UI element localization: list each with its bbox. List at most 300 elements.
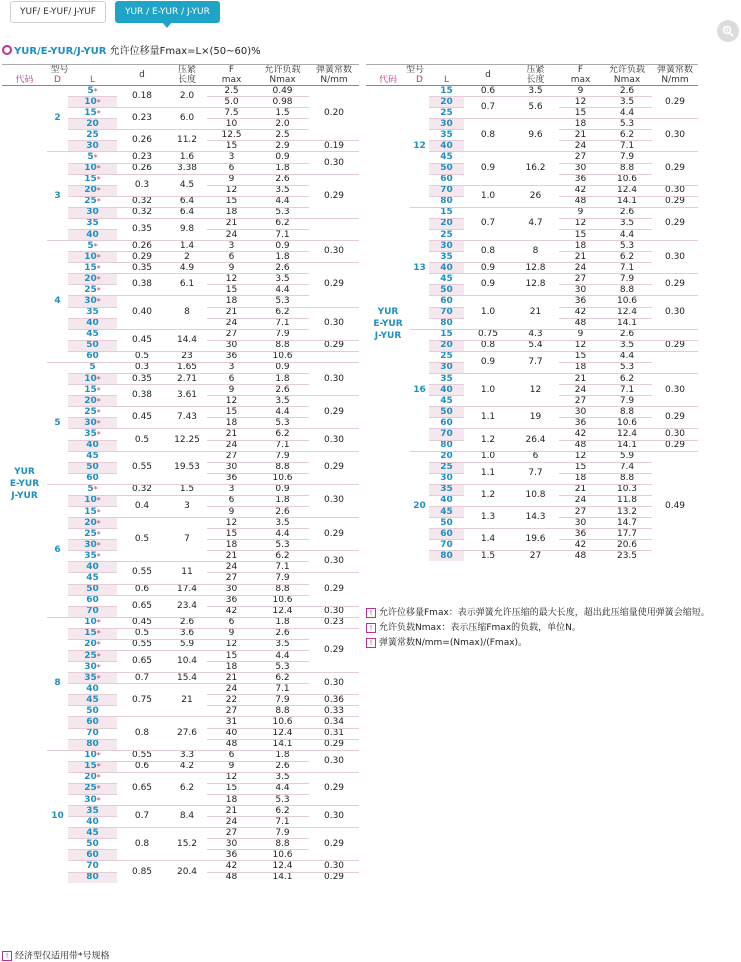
fmax-cell: 27 [559, 152, 602, 163]
spring-constant-cell: 0.30 [309, 362, 359, 395]
length-cell [68, 795, 117, 806]
nmax-cell: 14.7 [602, 518, 652, 529]
fmax-cell: 12 [207, 518, 256, 529]
fmax-cell: 27 [207, 329, 256, 340]
fmax-cell: 12 [559, 451, 602, 462]
length-cell [429, 241, 464, 252]
nmax-cell: 3.5 [602, 218, 652, 229]
nmax-cell: 0.9 [256, 152, 309, 163]
length-cell [68, 207, 117, 218]
nmax-cell: 0.98 [256, 97, 309, 108]
compression-cell: 27.6 [167, 717, 207, 750]
compression-cell: 12.8 [512, 274, 559, 296]
fmax-cell: 18 [559, 362, 602, 373]
fmax-cell: 9 [207, 263, 256, 274]
spring-constant-cell: 0.29 [309, 340, 359, 351]
length-cell [429, 540, 464, 551]
wire-diameter-cell: 0.9 [464, 351, 512, 373]
economy-star: * [96, 396, 101, 406]
compression-cell: 12.8 [512, 263, 559, 274]
length-value: 25 [84, 528, 97, 539]
wire-diameter-cell: 1.3 [464, 506, 512, 528]
compression-cell: 2.0 [167, 86, 207, 108]
diameter-cell: 20 [410, 451, 429, 561]
nmax-cell: 14.1 [602, 318, 652, 329]
nmax-cell: 2.6 [256, 174, 309, 185]
diameter-cell: 4 [47, 241, 68, 363]
wire-diameter-cell: 1.1 [464, 407, 512, 429]
length-value: 45 [86, 329, 99, 340]
compression-cell: 9.6 [512, 119, 559, 152]
nmax-cell: 6.2 [256, 806, 309, 817]
wire-diameter-cell: 0.35 [117, 374, 167, 385]
economy-star: * [96, 175, 101, 185]
length-value: 45 [440, 395, 453, 406]
length-cell [68, 462, 117, 473]
nmax-cell: 4.4 [602, 108, 652, 119]
length-value: 70 [86, 728, 99, 739]
length-cell [68, 252, 117, 263]
length-value: 35 [84, 428, 97, 439]
compression-cell: 26.4 [512, 429, 559, 451]
wire-diameter-cell: 0.9 [464, 263, 512, 274]
diameter-cell: 12 [410, 86, 429, 208]
length-cell [429, 185, 464, 196]
nmax-cell: 4.4 [256, 783, 309, 794]
length-value: 5 [87, 484, 94, 495]
fmax-cell: 36 [559, 296, 602, 307]
spring-constant-cell: 0.29 [652, 207, 698, 240]
wire-diameter-cell: 0.38 [117, 385, 167, 407]
compression-cell: 4.3 [512, 329, 559, 340]
length-cell [68, 484, 117, 495]
length-cell [68, 506, 117, 517]
compression-cell: 6 [512, 451, 559, 462]
economy-star: * [96, 407, 101, 417]
length-cell [68, 783, 117, 794]
diameter-cell: 10 [47, 750, 68, 882]
wire-diameter-cell: 0.8 [464, 119, 512, 152]
fmax-cell: 15 [559, 230, 602, 241]
fmax-cell: 18 [207, 540, 256, 551]
fmax-cell: 24 [207, 684, 256, 695]
length-cell [68, 673, 117, 684]
length-cell [68, 429, 117, 440]
length-value: 30 [86, 207, 99, 218]
length-value: 5 [87, 85, 94, 96]
length-cell [429, 141, 464, 152]
nmax-cell: 3.5 [256, 396, 309, 407]
fmax-cell: 9 [207, 628, 256, 639]
nmax-cell: 1.8 [256, 750, 309, 761]
economy-star: * [96, 773, 101, 783]
length-cell [68, 473, 117, 484]
nmax-cell: 11.8 [602, 495, 652, 506]
length-value: 20 [84, 639, 97, 650]
nmax-cell: 0.49 [256, 86, 309, 97]
nmax-cell: 5.3 [256, 795, 309, 806]
economy-star: * [96, 285, 101, 295]
nmax-cell: 7.1 [256, 230, 309, 241]
header-k-sub: N/mm [320, 75, 348, 85]
length-value: 80 [440, 440, 453, 451]
wire-diameter-cell: 0.5 [117, 351, 167, 362]
length-cell [68, 573, 117, 584]
spring-constant-cell: 0.30 [309, 673, 359, 695]
spring-constant-cell: 0.30 [652, 374, 698, 407]
wire-diameter-cell: 0.7 [464, 97, 512, 119]
compression-cell: 3.5 [512, 86, 559, 97]
fmax-cell: 18 [207, 662, 256, 673]
fmax-cell: 15 [559, 462, 602, 473]
wire-diameter-cell: 0.9 [464, 152, 512, 185]
length-cell [68, 850, 117, 861]
wire-diameter-cell: 0.3 [117, 362, 167, 373]
length-value: 10 [84, 617, 97, 628]
length-value: 60 [440, 174, 453, 185]
spring-constant-cell: 0.29 [309, 628, 359, 672]
length-value: 70 [440, 307, 453, 318]
fmax-cell: 3 [207, 362, 256, 373]
wire-diameter-cell: 0.45 [117, 617, 167, 628]
length-cell [68, 628, 117, 639]
nmax-cell: 2.9 [256, 141, 309, 152]
spring-constant-cell: 0.29 [309, 573, 359, 606]
length-cell [429, 274, 464, 285]
length-value: 40 [86, 318, 99, 329]
spec-table-left [2, 64, 359, 883]
info-icon: ! [366, 638, 376, 648]
fmax-cell: 7.5 [207, 108, 256, 119]
header-model: 型号 [2, 65, 117, 76]
length-value: 20 [84, 395, 97, 406]
length-cell [68, 739, 117, 750]
economy-star: * [96, 297, 101, 307]
spring-constant-cell: 0.29 [652, 407, 698, 429]
length-value: 45 [440, 506, 453, 517]
fmax-cell: 9 [559, 329, 602, 340]
compression-cell: 6.4 [167, 196, 207, 207]
header-d: d [464, 65, 512, 86]
compression-cell: 21 [167, 684, 207, 717]
length-cell [68, 839, 117, 850]
header-f-label: F [228, 65, 235, 75]
tab-yuf[interactable]: YUF/ E-YUF/ J-YUF [10, 1, 106, 23]
fmax-cell: 12 [207, 639, 256, 650]
nmax-cell: 10.6 [256, 595, 309, 606]
length-value: 20 [440, 340, 453, 351]
length-value: 35 [84, 672, 97, 683]
length-value: 40 [86, 816, 99, 827]
wire-diameter-cell: 0.4 [117, 495, 167, 517]
length-cell [429, 218, 464, 229]
length-cell [429, 518, 464, 529]
fmax-cell: 42 [559, 185, 602, 196]
compression-cell: 16.2 [512, 152, 559, 185]
length-cell [68, 97, 117, 108]
wire-diameter-cell: 0.23 [117, 152, 167, 163]
fmax-cell: 18 [207, 418, 256, 429]
compression-cell: 20.4 [167, 861, 207, 883]
length-value: 40 [86, 683, 99, 694]
nmax-cell: 8.8 [602, 163, 652, 174]
nmax-cell: 12.4 [602, 185, 652, 196]
wire-diameter-cell: 0.6 [117, 761, 167, 772]
economy-star: * [96, 263, 101, 273]
fmax-cell: 18 [559, 119, 602, 130]
compression-cell: 2.6 [167, 617, 207, 628]
length-cell [68, 728, 117, 739]
economy-star: * [96, 629, 101, 639]
economy-star: * [96, 385, 101, 395]
nmax-cell: 3.5 [256, 274, 309, 285]
fmax-cell: 6 [207, 750, 256, 761]
spring-constant-cell: 0.29 [652, 196, 698, 207]
tab-yur[interactable]: YUR / E-YUR / J-YUR [115, 1, 220, 23]
fmax-cell: 21 [559, 374, 602, 385]
spring-constant-cell: 0.30 [309, 750, 359, 772]
length-value: 45 [86, 572, 99, 583]
fmax-cell: 15 [207, 407, 256, 418]
spring-constant-cell: 0.36 [309, 695, 359, 706]
length-cell [429, 374, 464, 385]
header-k-label: 弹簧常数 [657, 65, 694, 75]
length-value: 50 [440, 284, 453, 295]
economy-star: * [96, 784, 101, 794]
length-value: 60 [86, 849, 99, 860]
length-cell [429, 230, 464, 241]
length-value: 50 [440, 517, 453, 528]
length-cell [68, 551, 117, 562]
compression-cell: 8 [167, 296, 207, 329]
nmax-cell: 6.2 [602, 130, 652, 141]
wire-diameter-cell: 0.3 [117, 174, 167, 196]
header-code: 代码 [2, 75, 47, 86]
length-cell [429, 529, 464, 540]
wire-diameter-cell: 0.9 [464, 274, 512, 296]
nmax-cell: 10.6 [602, 174, 652, 185]
table-row [366, 451, 698, 462]
fmax-cell: 36 [559, 529, 602, 540]
length-cell [429, 307, 464, 318]
length-value: 70 [440, 428, 453, 439]
fmax-cell: 30 [207, 340, 256, 351]
length-cell [429, 163, 464, 174]
compression-cell: 6.4 [167, 207, 207, 218]
nmax-cell: 12.4 [602, 429, 652, 440]
spring-constant-cell: 0.29 [309, 396, 359, 429]
spring-constant-cell [652, 351, 698, 373]
length-value: 15 [84, 107, 97, 118]
wire-diameter-cell: 0.32 [117, 484, 167, 495]
economy-star: * [96, 540, 101, 550]
fmax-cell: 24 [559, 263, 602, 274]
nmax-cell: 4.4 [256, 196, 309, 207]
length-cell [68, 518, 117, 529]
compression-cell: 3 [167, 495, 207, 517]
length-cell [429, 152, 464, 163]
nmax-cell: 14.1 [256, 739, 309, 750]
nmax-cell: 20.6 [602, 540, 652, 551]
wire-diameter-cell: 0.55 [117, 562, 167, 584]
length-value: 25 [84, 196, 97, 207]
fmax-cell: 6 [207, 374, 256, 385]
nmax-cell: 8.8 [602, 473, 652, 484]
length-value: 40 [440, 495, 453, 506]
nmax-cell: 5.3 [256, 207, 309, 218]
wire-diameter-cell: 1.2 [464, 429, 512, 451]
nmax-cell: 3.5 [602, 97, 652, 108]
fmax-cell: 9 [207, 761, 256, 772]
fmax-cell: 40 [207, 728, 256, 739]
info-icon: ! [2, 951, 12, 961]
wire-diameter-cell: 0.29 [117, 252, 167, 263]
series-tabs [10, 1, 220, 23]
length-cell [429, 462, 464, 473]
nmax-cell: 7.1 [256, 440, 309, 451]
length-cell [68, 650, 117, 661]
note-item [366, 636, 710, 651]
fmax-cell: 2.5 [207, 86, 256, 97]
spring-constant-cell: 0.30 [309, 152, 359, 174]
nmax-cell: 10.6 [256, 717, 309, 728]
spring-constant-cell: 0.30 [309, 307, 359, 340]
length-value: 5 [89, 362, 96, 373]
nmax-cell: 5.9 [602, 451, 652, 462]
length-cell [429, 351, 464, 362]
length-value: 15 [84, 174, 97, 185]
length-value: 25 [84, 783, 97, 794]
fmax-cell: 42 [207, 606, 256, 617]
nmax-cell: 2.6 [602, 329, 652, 340]
nmax-cell: 8.8 [602, 285, 652, 296]
spring-constant-cell: 0.30 [309, 806, 359, 828]
nmax-cell: 6.2 [256, 307, 309, 318]
compression-cell: 10.8 [512, 484, 559, 506]
fmax-cell: 27 [559, 274, 602, 285]
length-cell [429, 473, 464, 484]
nmax-cell: 8.8 [256, 462, 309, 473]
length-value: 30 [84, 794, 97, 805]
nmax-cell: 12.4 [256, 728, 309, 739]
economy-star: * [93, 153, 98, 162]
length-value: 50 [86, 584, 99, 595]
length-value: 70 [440, 539, 453, 550]
length-cell [429, 97, 464, 108]
economy-star: * [93, 485, 98, 495]
header-f-sub: max [221, 75, 242, 85]
zoom-icon [722, 25, 734, 37]
length-value: 80 [440, 550, 453, 561]
length-cell [68, 374, 117, 385]
zoom-button[interactable] [717, 20, 739, 42]
nmax-cell: 14.1 [602, 196, 652, 207]
economy-star: * [96, 618, 101, 628]
table-row [2, 484, 359, 495]
fmax-cell: 15 [207, 783, 256, 794]
compression-cell: 1.4 [167, 241, 207, 252]
fmax-cell: 6 [207, 617, 256, 628]
compression-cell: 1.65 [167, 362, 207, 373]
diameter-cell: 13 [410, 207, 429, 329]
length-cell [68, 108, 117, 119]
nmax-cell: 8.8 [602, 407, 652, 418]
length-cell [429, 252, 464, 263]
length-value: 35 [86, 218, 99, 229]
header-load [256, 65, 309, 86]
wire-diameter-cell: 1.1 [464, 462, 512, 484]
spring-constant-cell: 0.20 [309, 86, 359, 141]
fmax-cell: 18 [207, 296, 256, 307]
fmax-cell: 21 [207, 551, 256, 562]
length-cell [68, 606, 117, 617]
compression-cell: 4.5 [167, 174, 207, 196]
compression-cell: 19 [512, 407, 559, 429]
fmax-cell: 10 [207, 119, 256, 130]
wire-diameter-cell: 0.7 [117, 806, 167, 828]
table-row [2, 241, 359, 252]
nmax-cell: 12.4 [602, 307, 652, 318]
spring-constant-cell: 0.29 [309, 174, 359, 218]
nmax-cell: 10.6 [256, 850, 309, 861]
wire-diameter-cell: 0.18 [117, 86, 167, 108]
spec-table-right [366, 64, 698, 561]
nmax-cell: 0.9 [256, 484, 309, 495]
length-cell [68, 584, 117, 595]
length-cell [68, 440, 117, 451]
length-value: 35 [440, 484, 453, 495]
nmax-cell: 7.9 [256, 451, 309, 462]
fmax-cell: 6 [207, 252, 256, 263]
wire-diameter-cell: 1.2 [464, 484, 512, 506]
nmax-cell: 6.2 [602, 374, 652, 385]
wire-diameter-cell: 0.32 [117, 207, 167, 218]
compression-cell: 19.53 [167, 451, 207, 484]
length-cell [429, 196, 464, 207]
length-cell [68, 695, 117, 706]
header-k [309, 65, 359, 86]
length-value: 15 [440, 207, 453, 218]
length-value: 30 [84, 417, 97, 428]
length-value: 50 [440, 163, 453, 174]
wire-diameter-cell: 0.85 [117, 861, 167, 883]
compression-cell: 6.0 [167, 108, 207, 130]
fmax-cell: 3 [207, 484, 256, 495]
length-value: 25 [440, 351, 453, 362]
fmax-cell: 27 [559, 506, 602, 517]
economy-star: * [96, 186, 101, 196]
spring-constant-cell: 0.30 [309, 241, 359, 263]
header-k [652, 65, 698, 86]
heading-series: YUR/E-YUR/J-YUR [14, 46, 107, 57]
length-value: 60 [86, 351, 99, 362]
wire-diameter-cell: 0.32 [117, 196, 167, 207]
nmax-cell: 2.6 [256, 385, 309, 396]
wire-diameter-cell: 0.5 [117, 518, 167, 562]
economy-star: * [96, 551, 101, 561]
fmax-cell: 27 [559, 396, 602, 407]
length-value: 15 [84, 761, 97, 772]
compression-cell: 3.6 [167, 628, 207, 639]
fmax-cell: 6 [207, 495, 256, 506]
diameter-cell: 5 [47, 362, 68, 484]
length-value: 80 [440, 318, 453, 329]
nmax-cell: 5.3 [602, 119, 652, 130]
spring-constant-cell: 0.23 [309, 617, 359, 628]
fmax-cell: 21 [207, 806, 256, 817]
wire-diameter-cell: 0.40 [117, 296, 167, 329]
nmax-cell: 12.4 [256, 606, 309, 617]
